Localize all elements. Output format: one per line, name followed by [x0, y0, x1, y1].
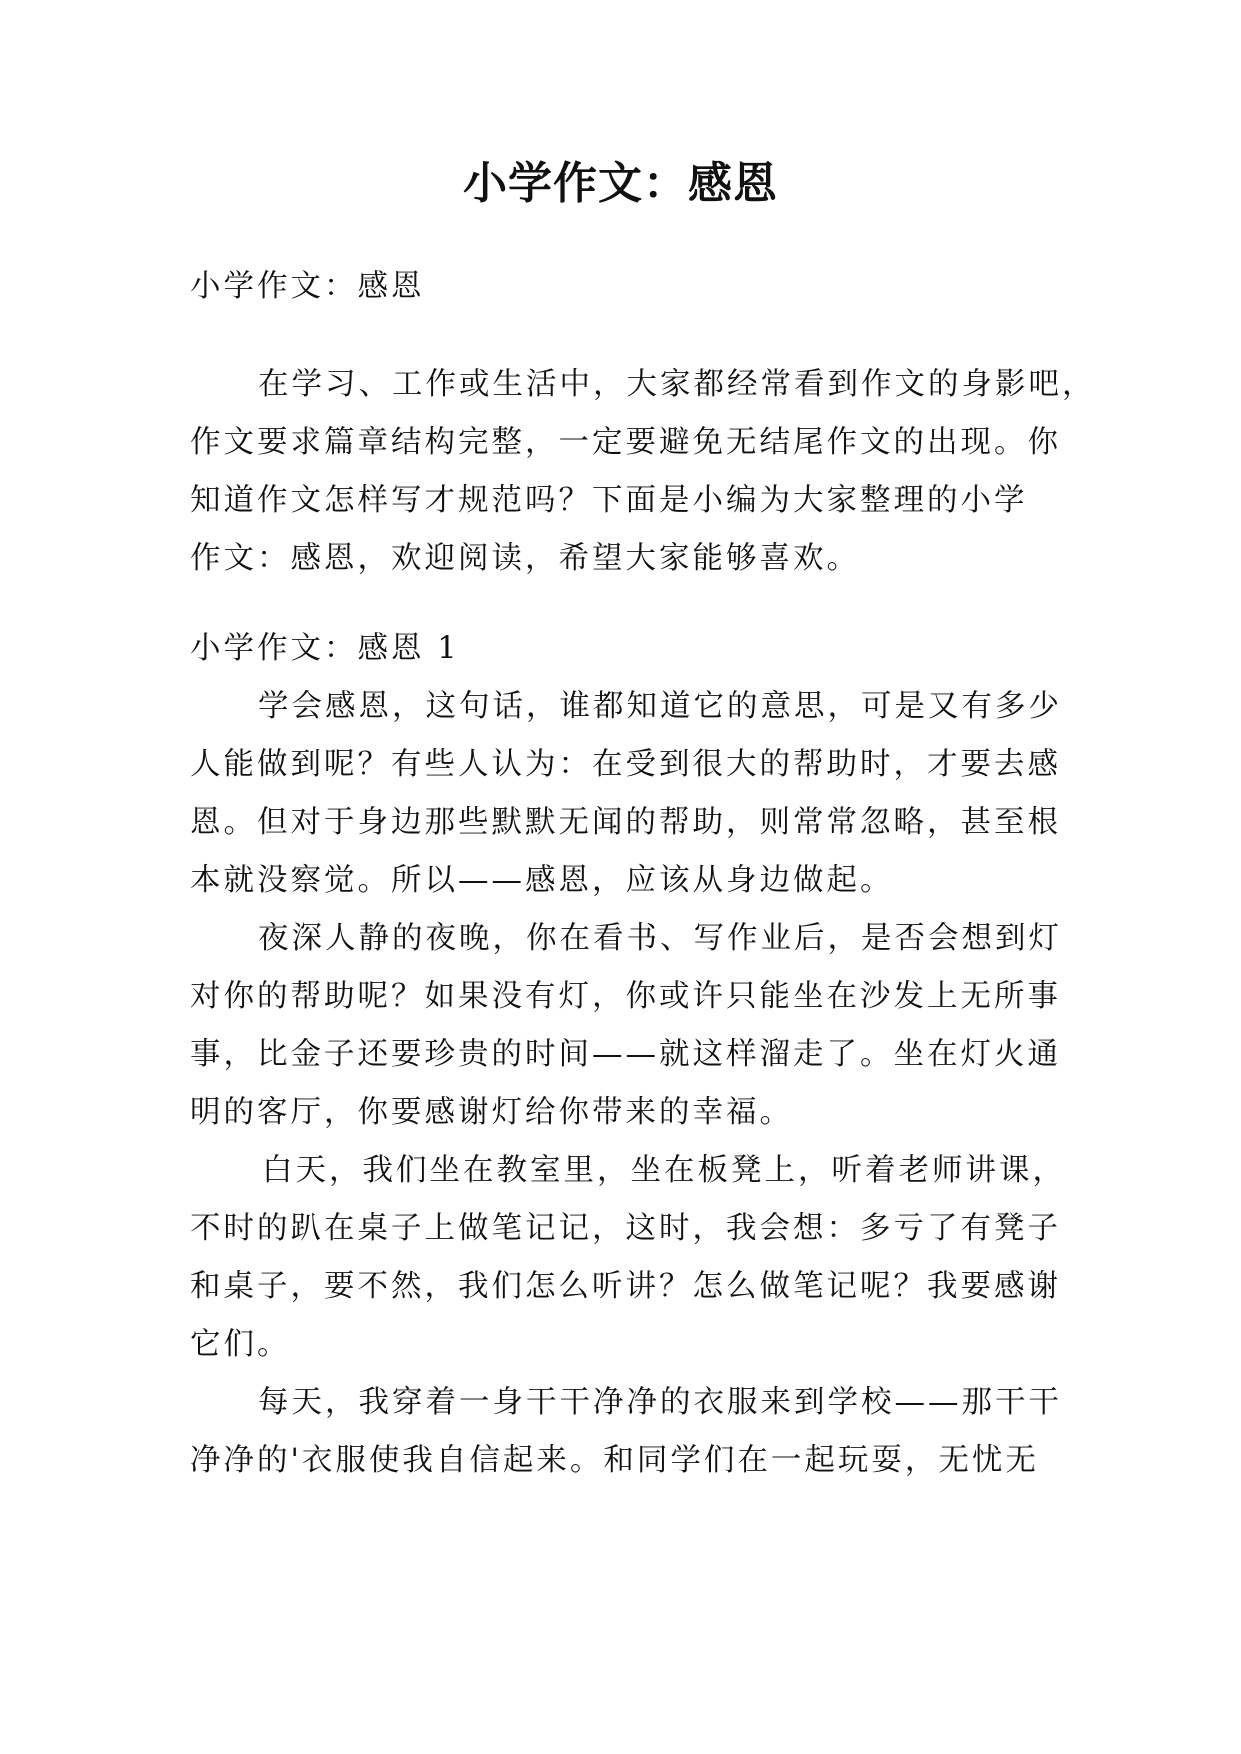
paragraph-line: 对你的帮助呢？如果没有灯，你或许只能坐在沙发上无所事	[190, 979, 1061, 1014]
document-title: 小学作文：感恩	[463, 158, 778, 209]
section-heading: 小学作文：感恩 1	[190, 631, 460, 666]
intro-line: 知道作文怎样写才规范吗？下面是小编为大家整理的小学	[190, 483, 1028, 518]
paragraph-line: 每天，我穿着一身干干净净的衣服来到学校——那干干	[258, 1385, 1062, 1420]
intro-line: 作文：感恩，欢迎阅读，希望大家能够喜欢。	[190, 541, 860, 576]
paragraph-line: 明的客厅，你要感谢灯给你带来的幸福。	[190, 1095, 793, 1130]
intro-line: 在学习、工作或生活中，大家都经常看到作文的身影吧，	[258, 367, 1096, 402]
paragraph-line: 事，比金子还要珍贵的时间——就这样溜走了。坐在灯火通	[190, 1037, 1061, 1072]
paragraph-line: 不时的趴在桌子上做笔记记，这时，我会想：多亏了有凳子	[190, 1211, 1061, 1246]
paragraph-line: 恩。但对于身边那些默默无闻的帮助，则常常忽略，甚至根	[190, 805, 1061, 840]
intro-paragraph	[190, 356, 1096, 588]
paragraph-line: 人能做到呢？有些人认为：在受到很大的帮助时，才要去感	[190, 747, 1061, 782]
essay-section	[190, 620, 1066, 1490]
paragraph-line: 它们。	[190, 1327, 291, 1362]
paragraph-line: 本就没察觉。所以——感恩，应该从身边做起。	[190, 863, 894, 898]
intro-line: 作文要求篇章结构完整，一定要避免无结尾作文的出现。你	[190, 425, 1061, 460]
subtitle	[190, 258, 1060, 316]
paragraph-line: 白天，我们坐在教室里，坐在板凳上，听着老师讲课，	[262, 1153, 1066, 1188]
paragraph-line: 夜深人静的夜晚，你在看书、写作业后，是否会想到灯	[258, 921, 1062, 956]
subtitle-text: 小学作文：感恩	[190, 269, 425, 304]
paragraph-line: 净净的'衣服使我自信起来。和同学们在一起玩耍，无忧无	[190, 1443, 1039, 1478]
paragraph-line: 学会感恩，这句话，谁都知道它的意思，可是又有多少	[258, 689, 1062, 724]
paragraph-line: 和桌子，要不然，我们怎么听讲？怎么做笔记呢？我要感谢	[190, 1269, 1061, 1304]
